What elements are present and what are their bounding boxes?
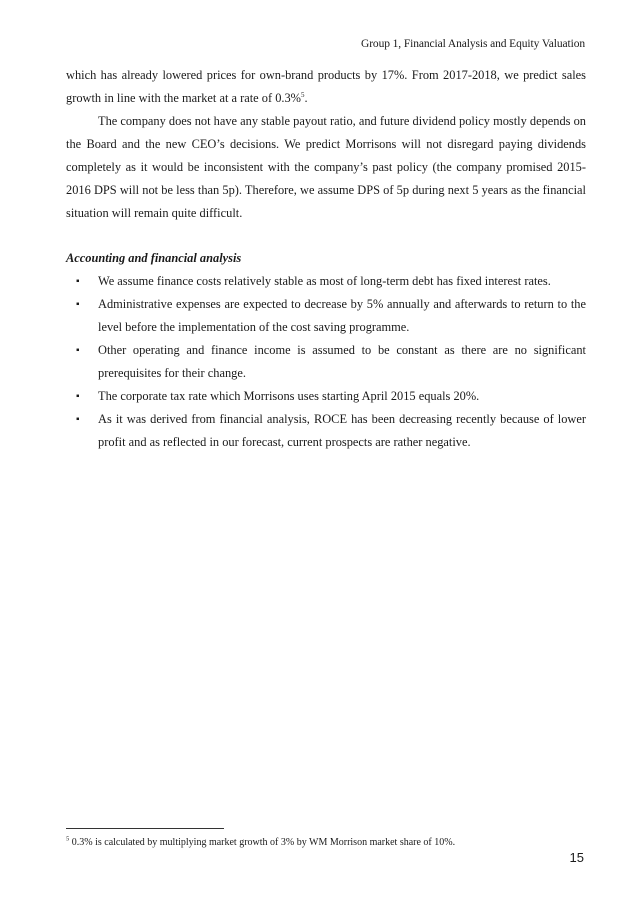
square-bullet-icon: ▪ [76, 276, 80, 287]
square-bullet-icon: ▪ [76, 299, 80, 310]
square-bullet-icon: ▪ [76, 391, 80, 402]
footnote-separator [66, 828, 224, 829]
footnote-reference[interactable]: 5 [301, 90, 305, 99]
footnote-text: 0.3% is calculated by multiplying market growth of 3% by WM Morrison market share of 10%. [71, 837, 456, 848]
square-bullet-icon: ▪ [76, 345, 80, 356]
paragraph-dividend-policy: The company does not have any stable payout ratio, and future dividend policy mostly depends on the Board and the new CEO’s decisions. We predict Morrisons will not disregard paying dividends completely as it would be inconsistent with the company’s past policy (the company promised 2015-2016 DPS will not be less than 5p). Therefore, we assume DPS of 5p during next 5 years as the financial situation will remain quite difficult. [66, 114, 586, 220]
paragraph-sales-growth-end: . [304, 91, 308, 105]
list-item [66, 293, 586, 339]
list-item [66, 339, 586, 385]
list-item-text: As it was derived from financial analysis, ROCE has been decreasing recently because of lower profit and as reflected in our forecast, current prospects are rather negative. [98, 412, 586, 449]
list-item [66, 270, 586, 293]
footnote [66, 836, 586, 849]
page-number: 15 [569, 850, 584, 865]
list-item-text: Other operating and finance income is assumed to be constant as there are no significant prerequisites for their change. [98, 343, 586, 380]
square-bullet-icon: ▪ [76, 414, 80, 425]
page-body [66, 64, 586, 454]
footnote-number: 5 [66, 835, 70, 843]
assumption-list [66, 270, 586, 454]
running-header: Group 1, Financial Analysis and Equity Valuation [360, 38, 585, 50]
paragraph-sales-growth-text: which has already lowered prices for own-brand products by 17%. From 2017-2018, we predict sales growth in line with the market at a rate of 0.3% [66, 68, 586, 105]
paragraph-sales-growth [66, 64, 586, 110]
list-item-text: The corporate tax rate which Morrisons uses starting April 2015 equals 20%. [98, 389, 480, 403]
list-item [66, 408, 586, 454]
list-item-text: Administrative expenses are expected to decrease by 5% annually and afterwards to return to the level before the implementation of the cost saving programme. [98, 297, 586, 334]
list-item [66, 385, 586, 408]
list-item-text: We assume finance costs relatively stable as most of long-term debt has fixed interest rates. [98, 274, 551, 288]
section-heading: Accounting and financial analysis [66, 251, 242, 265]
